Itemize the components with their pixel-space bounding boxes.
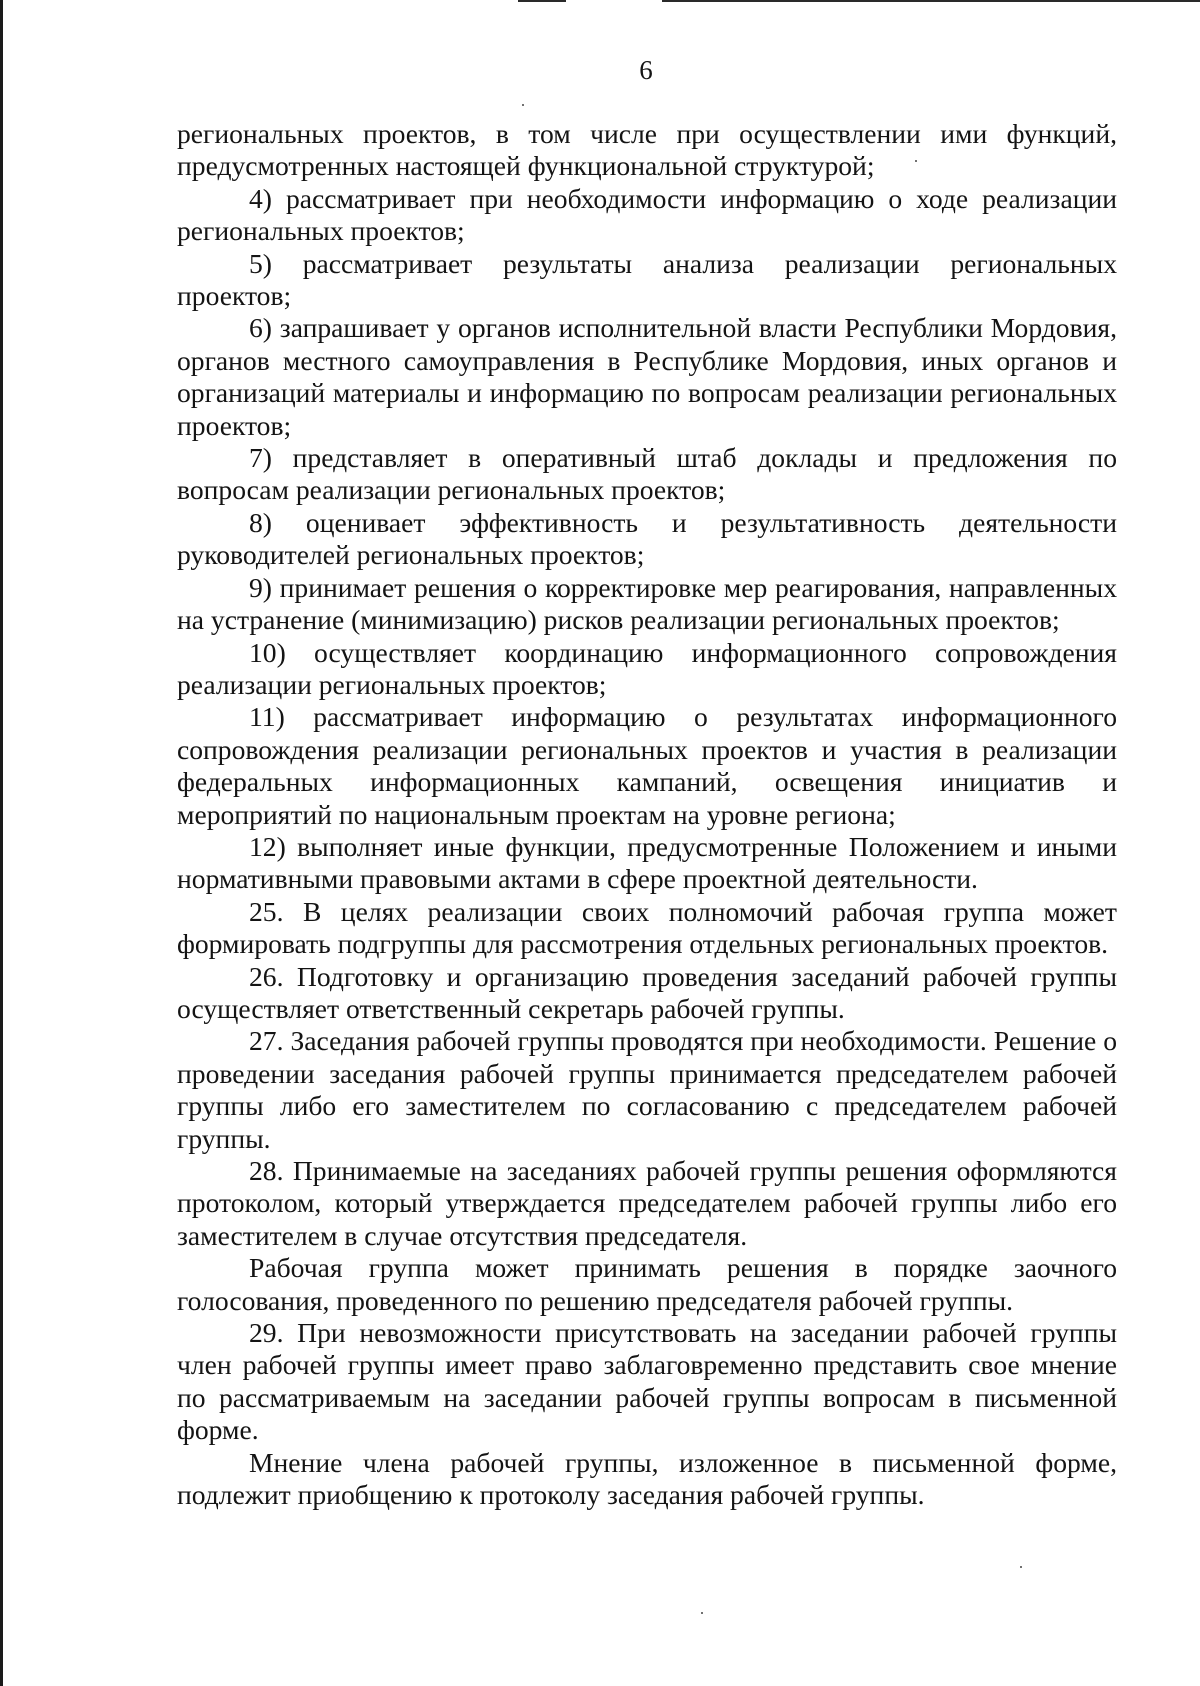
- clause-28: 28. Принимаемые на заседаниях рабочей группы решения оформляются протоколом, который утверждается председателем рабочей группы либо его заместителем в случае отсутствия председателя.: [177, 1155, 1117, 1251]
- scan-left-edge: [0, 0, 3, 1686]
- list-item-7: 7) представляет в оперативный штаб доклады и предложения по вопросам реализации региональных проектов;: [177, 442, 1117, 506]
- list-item-12: 12) выполняет иные функции, предусмотренные Положением и иными нормативными правовыми актами в сфере проектной деятельности.: [177, 830, 1117, 895]
- scan-top-edge: [662, 0, 1200, 2]
- list-item-11: 11) рассматривает информацию о результатах информационного сопровождения реализации региональных проектов и участия в реализации федеральных информационных кампаний, освещения инициатив и мероприятий по национальным проектам на уровне региона;: [177, 701, 1117, 830]
- document-body: [177, 118, 1117, 1511]
- list-item-10: 10) осуществляет координацию информационного сопровождения реализации региональных проектов;: [177, 636, 1117, 700]
- scan-speck: [701, 1612, 703, 1614]
- clause-29: 29. При невозможности присутствовать на заседании рабочей группы член рабочей группы имеет право заблаговременно представить свое мнение по рассматриваемым на заседании рабочей группы вопросам в письменной форме.: [177, 1317, 1117, 1446]
- list-item-9: 9) принимает решения о корректировке мер реагирования, направленных на устранение (минимизацию) рисков реализации региональных проектов;: [177, 571, 1117, 636]
- clause-27: 27. Заседания рабочей группы проводятся при необходимости. Решение о проведении заседания рабочей группы принимается председателем рабочей группы либо его заместителем по согласованию с председателем рабочей группы.: [177, 1025, 1117, 1154]
- scan-speck: [915, 160, 917, 162]
- clause-26: 26. Подготовку и организацию проведения заседаний рабочей группы осуществляет ответственный секретарь рабочей группы.: [177, 960, 1117, 1024]
- list-item-5: 5) рассматривает результаты анализа реализации региональных проектов;: [177, 247, 1117, 312]
- scan-speck: [1020, 1566, 1022, 1568]
- clause-25: 25. В целях реализации своих полномочий рабочая группа может формировать подгруппы для рассмотрения отдельных региональных проектов.: [177, 895, 1117, 960]
- list-item-4: 4) рассматривает при необходимости информацию о ходе реализации региональных проектов;: [177, 182, 1117, 247]
- list-item-8: 8) оценивает эффективность и результативность деятельности руководителей региональных проектов;: [177, 506, 1117, 571]
- clause-28-absentee-voting: Рабочая группа может принимать решения в порядке заочного голосования, проведенного по решению председателя рабочей группы.: [177, 1252, 1117, 1316]
- paragraph-continuation: региональных проектов, в том числе при осуществлении ими функций, предусмотренных настоящей функциональной структурой;: [177, 118, 1117, 182]
- scan-speck: [522, 104, 524, 106]
- clause-29-written-opinion: Мнение члена рабочей группы, изложенное в письменной форме, подлежит приобщению к протоколу заседания рабочей группы.: [177, 1446, 1117, 1511]
- list-item-6: 6) запрашивает у органов исполнительной власти Республики Мордовия, органов местного самоуправления в Республике Мордовия, иных органов и организаций материалы и информацию по вопросам реализации региональных проектов;: [177, 312, 1117, 441]
- scan-top-edge-fragment: [518, 0, 566, 2]
- page-number: 6: [639, 55, 653, 85]
